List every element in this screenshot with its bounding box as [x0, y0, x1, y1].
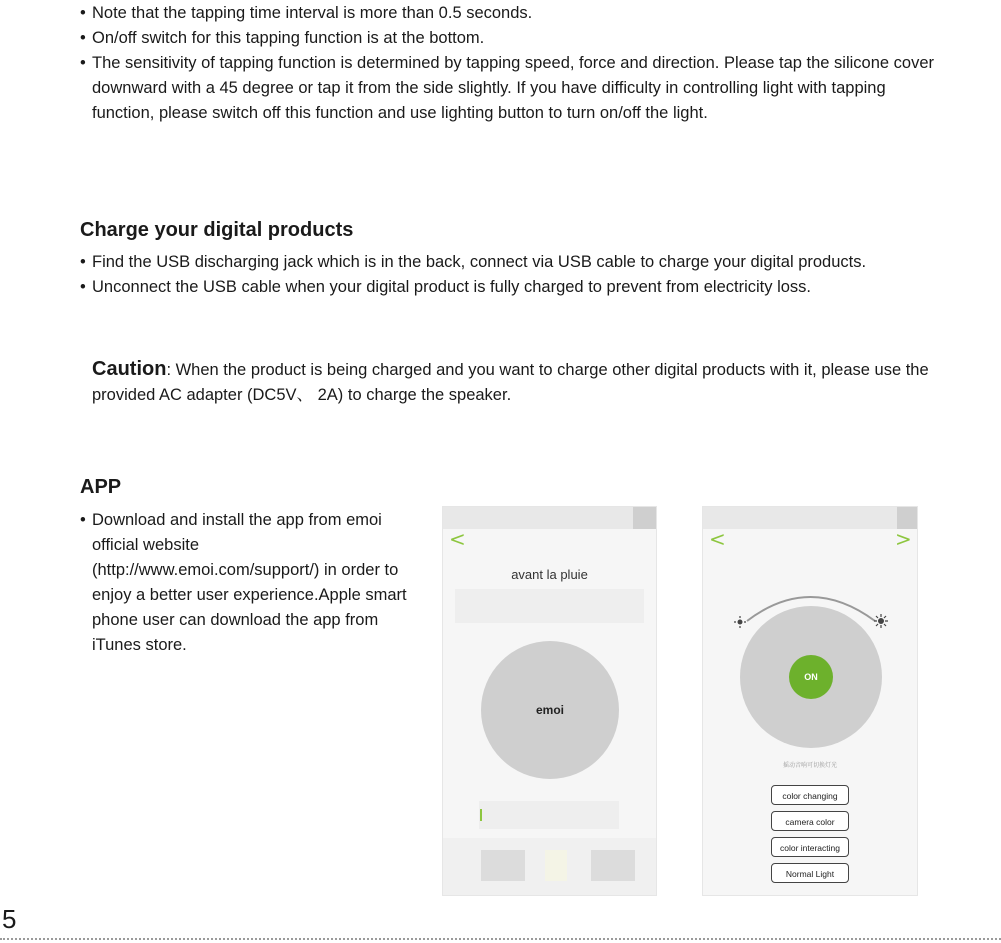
caution-note: [80, 357, 964, 408]
song-title: avant la pluie: [511, 567, 588, 582]
dim-icon: [733, 615, 747, 629]
charge-item: • Unconnect the USB cable when your digital product is fully charged to prevent from electricity loss.: [80, 275, 952, 300]
charge-list: [80, 250, 952, 300]
progress-marker: [480, 809, 482, 821]
info-strip: [455, 589, 644, 623]
charge-item: • Find the USB discharging jack which is in the back, connect via USB cable to charge your digital products.: [80, 250, 952, 275]
mode-camera-color-button[interactable]: camera color: [771, 811, 849, 831]
app-item: • Download and install the app from emoi official website (http://www.emoi.com/support/) in order to enjoy a better user experience.Apple smart phone user can download the app from iTunes store.: [80, 508, 410, 658]
app-list: [80, 508, 410, 658]
tapping-item: • On/off switch for this tapping function is at the bottom.: [80, 26, 940, 51]
tapping-item: • The sensitivity of tapping function is determined by tapping speed, force and direction. Please tap the silicone cover downward with a 45 degree or tap it from the side slightly. If you have difficulty in controlling light with tapping function, please switch off this function and use lighting button to turn on/off the light.: [80, 51, 940, 126]
mode-normal-light-button[interactable]: Normal Light: [771, 863, 849, 883]
back-icon[interactable]: <: [709, 527, 726, 551]
next-button[interactable]: [591, 850, 635, 881]
emoi-logo: emoi: [535, 703, 564, 717]
power-on-button[interactable]: ON: [789, 655, 833, 699]
app-heading: APP: [80, 476, 122, 498]
charge-heading: Charge your digital products: [80, 219, 354, 241]
status-block: [633, 507, 656, 529]
back-icon[interactable]: <: [449, 527, 466, 551]
device-dial[interactable]: [481, 641, 619, 779]
status-bar: [443, 507, 656, 529]
play-button[interactable]: [545, 850, 567, 881]
status-block: [897, 507, 917, 529]
page-number: 5: [2, 904, 17, 934]
mode-color-interacting-button[interactable]: color interacting: [771, 837, 849, 857]
progress-strip[interactable]: [479, 801, 619, 829]
footer-divider: [0, 938, 1001, 940]
mode-color-changing-button[interactable]: color changing: [771, 785, 849, 805]
caution-text: : When the product is being charged and you want to charge other digital products with it, please use the provided AC adapter (DC5V、 2A) to charge the speaker.: [92, 361, 929, 404]
tapping-item: • Note that the tapping time interval is more than 0.5 seconds.: [80, 1, 940, 26]
caution-label: Caution: [92, 358, 167, 380]
bright-icon: [873, 613, 889, 629]
app-screenshot-light: [702, 506, 918, 896]
status-bar: [703, 507, 917, 529]
forward-icon[interactable]: >: [895, 527, 912, 551]
app-screenshot-home: [442, 506, 657, 896]
prev-button[interactable]: [481, 850, 525, 881]
light-dial[interactable]: [740, 606, 882, 748]
shake-hint: 摇动音响可切换灯光: [782, 762, 837, 769]
tapping-list: [80, 1, 940, 126]
